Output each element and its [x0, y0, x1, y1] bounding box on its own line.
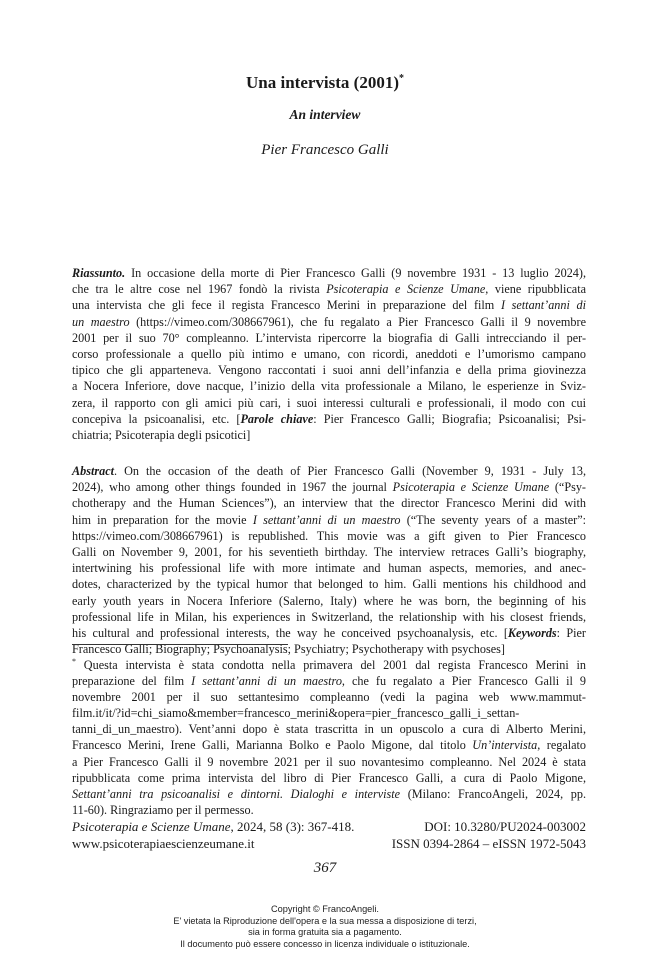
footnote-line: film.it/it/?id=chi_siamo&member=francesco_merini&opera=pier_francesco_galli_i_settan- [72, 706, 520, 721]
copyright-line: E' vietata la Riproduzione dell'opera e la sua messa a disposizione di terzi, [173, 915, 477, 926]
keywords-label: Keywords [507, 626, 557, 641]
journal-name: Psicoterapia e Scienze Umane [326, 282, 486, 297]
footnote-line: ripubblicata come prima intervista del libro di Pier Francesco Galli, a cura di Paolo Migone, [72, 770, 586, 785]
riassunto-line: chiatria; Psicoterapia degli psicotici] [72, 428, 251, 443]
footnote-line: a Pier Francesco Galli il 9 novembre 2021 per il suo novantesimo compleanno. Nel 2024 è stata [72, 754, 586, 769]
journal-name: Psicoterapia e Scienze Umane [392, 480, 550, 495]
abstract-line: early youth years in Nocera Inferiore (Salerno, Italy) where he was born, the beginning of his [72, 593, 586, 608]
abstract-line: dotes, characterized by the typical humor that belonged to him. Galli mentions his childhood and [72, 577, 586, 592]
footnote-divider [72, 644, 288, 645]
abstract-paragraph [72, 463, 586, 657]
film-title: I settant’anni di un maestro [252, 512, 401, 527]
booklet-title: Un’intervista [472, 738, 538, 753]
abstract-line: his cultural and professional interests, the way he conceived psychoanalysis, etc. [Keywords: Pier [72, 626, 586, 641]
riassunto-paragraph [72, 265, 586, 443]
riassunto-line: corso professionale a quello più intimo e umano, con ricordi, aneddoti e l’umorismo campano [72, 347, 586, 362]
citation-journal: Psicoterapia e Scienze Umane, 2024, 58 (3): 367-418. [72, 819, 355, 834]
title-footnote-mark[interactable]: * [398, 73, 404, 84]
footnote-line: tanni_di_un_maestro). Vent’anni dopo è stata trascritta in un opuscolo a cura di Alberto Merini, [72, 722, 586, 737]
copyright-line: Copyright © FrancoAngeli. [271, 904, 379, 914]
abstract-line: Francesco Galli; Biography; Psychoanalysis; Psychiatry; Psychotherapy with psychoses] [72, 642, 505, 657]
footnote-line: Francesco Merini, Irene Galli, Marianna Bolko e Paolo Migone, dal titolo Un’intervista, regalato [72, 738, 587, 753]
riassunto-label: Riassunto. [72, 266, 126, 280]
footnote-line: Settant’anni tra psicoanalisi e dintorni. Dialoghi e interviste (Milano: FrancoAngeli, 2024, pp. [72, 786, 586, 801]
website-link[interactable]: www.psicoterapiaescienzeumane.it [72, 836, 255, 851]
copyright-notice [0, 904, 650, 950]
footnote-line: * Questa intervista è stata condotta nella primavera del 2001 dal regista Francesco Merini in [72, 657, 586, 672]
abstract-line: chotherapy and the Human Sciences”), an interview that the director Francesco Merini did with [72, 496, 586, 511]
copyright-line: sia in forma gratuita sia a pagamento. [248, 927, 402, 937]
keywords-label: Parole chiave [240, 411, 314, 426]
abstract-line: 2024), who among other things founded in 1967 the journal Psicoterapia e Scienze Umane (“Psy- [72, 480, 586, 495]
citation-row [72, 818, 586, 835]
issn: ISSN 0394-2864 – eISSN 1972-5043 [391, 836, 586, 851]
footnote-line: 11-60). Ringraziamo per il permesso. [72, 802, 254, 817]
riassunto-line: 2001 per il suo 70° compleanno. L’intervista ripercorre la biografia di Galli intrecciando il per- [72, 330, 586, 345]
abstract-line: https://vimeo.com/308667961) is republished. This movie was a gift given to Pier Francesco [72, 528, 586, 543]
film-title: un maestro [72, 314, 130, 329]
riassunto-line: a Nocera Inferiore, dove nacque, l’inizio della vita professionale a Milano, le esperienze in Sviz- [72, 379, 586, 394]
citation-row [72, 835, 586, 852]
abstract-line: intertwining his professional life with more intimate and human aspects, memories, and anec- [72, 561, 586, 576]
riassunto-line: un maestro (https://vimeo.com/308667961), che fu regalato a Pier Francesco Galli il 9 novembre [72, 314, 586, 329]
book-title: Settant’anni tra psicoanalisi e dintorni. Dialoghi e interviste [72, 786, 401, 801]
riassunto-line: una intervista che gli fece il regista Francesco Merini in preparazione del film I settant’anni di [72, 298, 587, 313]
abstract-line: Abstract. On the occasion of the death of Pier Francesco Galli (November 9, 1931 - July 13, [72, 464, 586, 478]
footnote-line: preparazione del film I settant’anni di un maestro, che fu regalato a Pier Francesco Galli il 9 [72, 674, 586, 689]
article-subtitle: An interview [289, 107, 361, 122]
riassunto-line: tipico che gli apparteneva. Vengono raccontati i suoi anni dell’infanzia e della prima giovinezza [72, 363, 586, 378]
film-title: I settant’anni di [500, 298, 587, 313]
citation-block [72, 818, 586, 852]
riassunto-line: che tra le altre cose nel 1967 fondò la rivista Psicoterapia e Scienze Umane, viene ripubblicata [72, 282, 587, 297]
footnote-mark: * [72, 657, 76, 666]
abstract-label: Abstract [72, 464, 114, 478]
copyright-line: Il documento può essere concesso in licenza individuale o istituzionale. [180, 938, 470, 949]
abstract-line: Galli on November 9, 2001, for his seventieth birthday. The interview retraces Galli’s biography, [72, 545, 586, 560]
riassunto-line: Riassunto. In occasione della morte di Pier Francesco Galli (9 novembre 1931 - 13 luglio 2024), [72, 266, 586, 280]
footnote-line: novembre 2001 per il suo settantesimo compleanno (vedi la pagina web www.mammut- [72, 690, 586, 705]
film-title: I settant’anni di un maestro [191, 674, 342, 689]
footnote [72, 654, 586, 818]
page-number: 367 [313, 860, 337, 876]
riassunto-line: concepiva la psicoanalisi, etc. [Parole chiave: Pier Francesco Galli; Biografia; Psicoanalisi; Psi- [72, 411, 586, 426]
doi: DOI: 10.3280/PU2024-003002 [424, 819, 586, 834]
article-author: Pier Francesco Galli [261, 142, 389, 158]
article-title-text: Una intervista (2001) [246, 73, 399, 92]
abstract-line: him in preparation for the movie I settant’anni di un maestro (“The seventy years of a master”: [72, 512, 587, 527]
abstract-line: professional life in Milan, his experiences in Switzerland, the relationship with his closest friends, [72, 609, 586, 624]
riassunto-line: zera, il rapporto con gli amici più cari, i suoi interessi culturali e professionali, il modo con cui [72, 395, 586, 410]
article-title [0, 73, 650, 93]
